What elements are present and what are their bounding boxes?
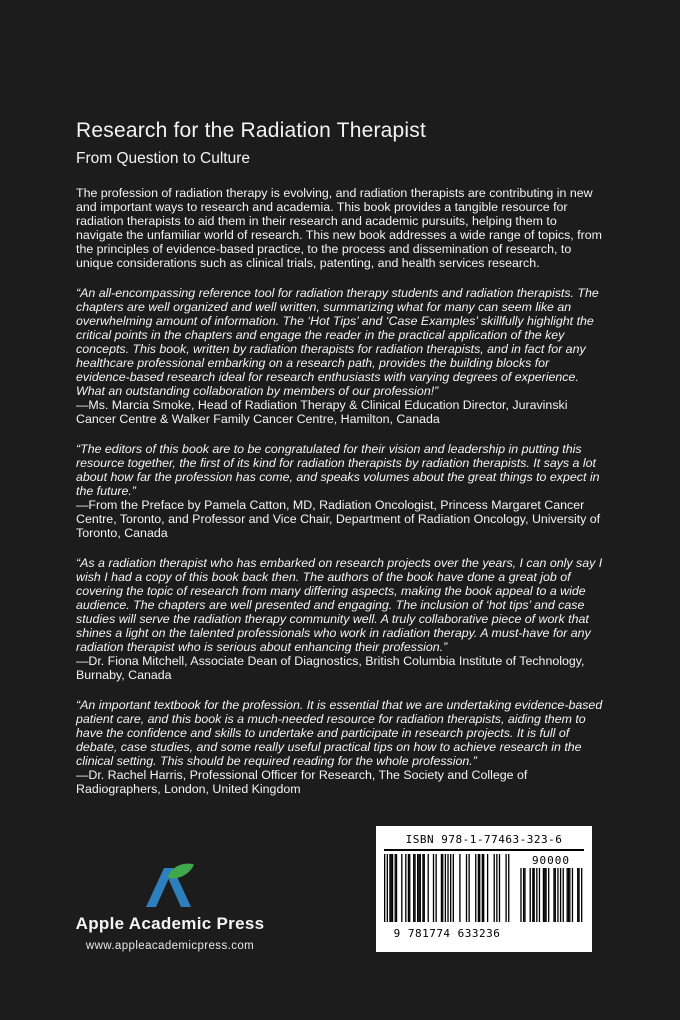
isbn-barcode-block <box>376 826 592 952</box>
barcode-addon-column <box>519 854 583 926</box>
logo-leaf-shape <box>168 864 194 879</box>
testimonial-4-quote: “An important textbook for the profession. It is essential that we are undertaking evidence-based patient care, and this book is a much-needed resource for radiation therapists, aiding them to have the confidence and skills to undertake and participate in research projects. It is full of debate, case studies, and some really useful practical tips on how to achieve research in the clinical setting. This should be required reading for the whole profession.” <box>76 698 603 768</box>
testimonial-4 <box>76 698 604 796</box>
cover-text-content <box>76 118 604 796</box>
barcode-addon-bars <box>519 868 583 926</box>
barcode-number: 9 781774 633236 <box>393 927 501 940</box>
testimonial-1-quote: “An all-encompassing reference tool for radiation therapy students and radiation therapists. The chapters are well organized and well written, summarizing what for many can seem like an overwhelming amount of information. The ‘Hot Tips’ and ‘Case Examples’ skillfully highlight the critical points in the chapters and engage the reader in the practical application of the key concepts. This book, written by radiation therapists for radiation therapists, and in fact for any healthcare professional embarking on a research path, provides the building blocks for evidence-based research ideal for research enthusiasts with varying degrees of experience. What an outstanding collaboration by members of our profession!” <box>76 286 599 398</box>
barcode-bars-row <box>384 854 584 940</box>
testimonial-1-attribution: —Ms. Marcia Smoke, Head of Radiation Therapy & Clinical Education Director, Juravinski Cancer Centre & Walker Family Cancer Centre, Hamilton, Canada <box>76 398 568 426</box>
testimonial-2 <box>76 442 604 540</box>
publisher-website: www.appleacademicpress.com <box>85 940 255 952</box>
isbn-text: ISBN 978-1-77463-323-6 <box>405 833 563 846</box>
book-subtitle: From Question to Culture <box>76 150 251 167</box>
book-description: The profession of radiation therapy is evolving, and radiation therapists are contributing in new and important ways to research and academia. This book provides a tangible resource for radiation therapists to aid them in their research and academic pursuits, helping them to navigate the unfamiliar world of research. This new book addresses a wide range of topics, from the principles of evidence-based practice, to the process and dissemination of research, to unique considerations such as clinical trials, patenting, and health services research. <box>76 186 602 270</box>
publisher-logo-icon <box>144 863 196 907</box>
barcode-main-column <box>384 854 510 940</box>
testimonial-2-quote: “The editors of this book are to be congratulated for their vision and leadership in putting this resource together, the first of its kind for radiation therapists by radiation therapists. It says a lot about how far the profession has come, and speaks volumes about the great things to expect in the future.” <box>76 442 600 498</box>
testimonial-4-attribution: —Dr. Rachel Harris, Professional Officer for Research, The Society and College of Radiographers, London, United Kingdom <box>76 768 528 796</box>
barcode-main-bars <box>384 854 510 926</box>
testimonial-3 <box>76 556 604 682</box>
isbn-divider <box>384 849 584 851</box>
testimonial-2-attribution: —From the Preface by Pamela Catton, MD, Radiation Oncologist, Princess Margaret Cancer Centre, Toronto, and Professor and Vice Chair, Department of Radiation Oncology, University of Toronto, Canada <box>76 498 601 540</box>
testimonial-3-attribution: —Dr. Fiona Mitchell, Associate Dean of Diagnostics, British Columbia Institute of Technology, Burnaby, Canada <box>76 654 585 682</box>
publisher-block <box>72 863 268 952</box>
book-title: Research for the Radiation Therapist <box>76 119 426 142</box>
testimonial-3-quote: “As a radiation therapist who has embarked on research projects over the years, I can only say I wish I had a copy of this book back then. The authors of the book have done a great job of covering the topic of research from many differing aspects, making the book appeal to a wide audience. The chapters are well presented and engaging. The inclusion of ‘hot tips’ and case studies will serve the radiation therapy community well. A truly collaborative piece of work that shines a light on the talented professionals who work in radiation therapy. A must-have for any radiation therapist who is serious about enhancing their profession.” <box>76 556 603 654</box>
barcode-addon-text: 90000 <box>531 854 571 867</box>
publisher-name: Apple Academic Press <box>75 914 265 933</box>
testimonial-1 <box>76 286 604 426</box>
